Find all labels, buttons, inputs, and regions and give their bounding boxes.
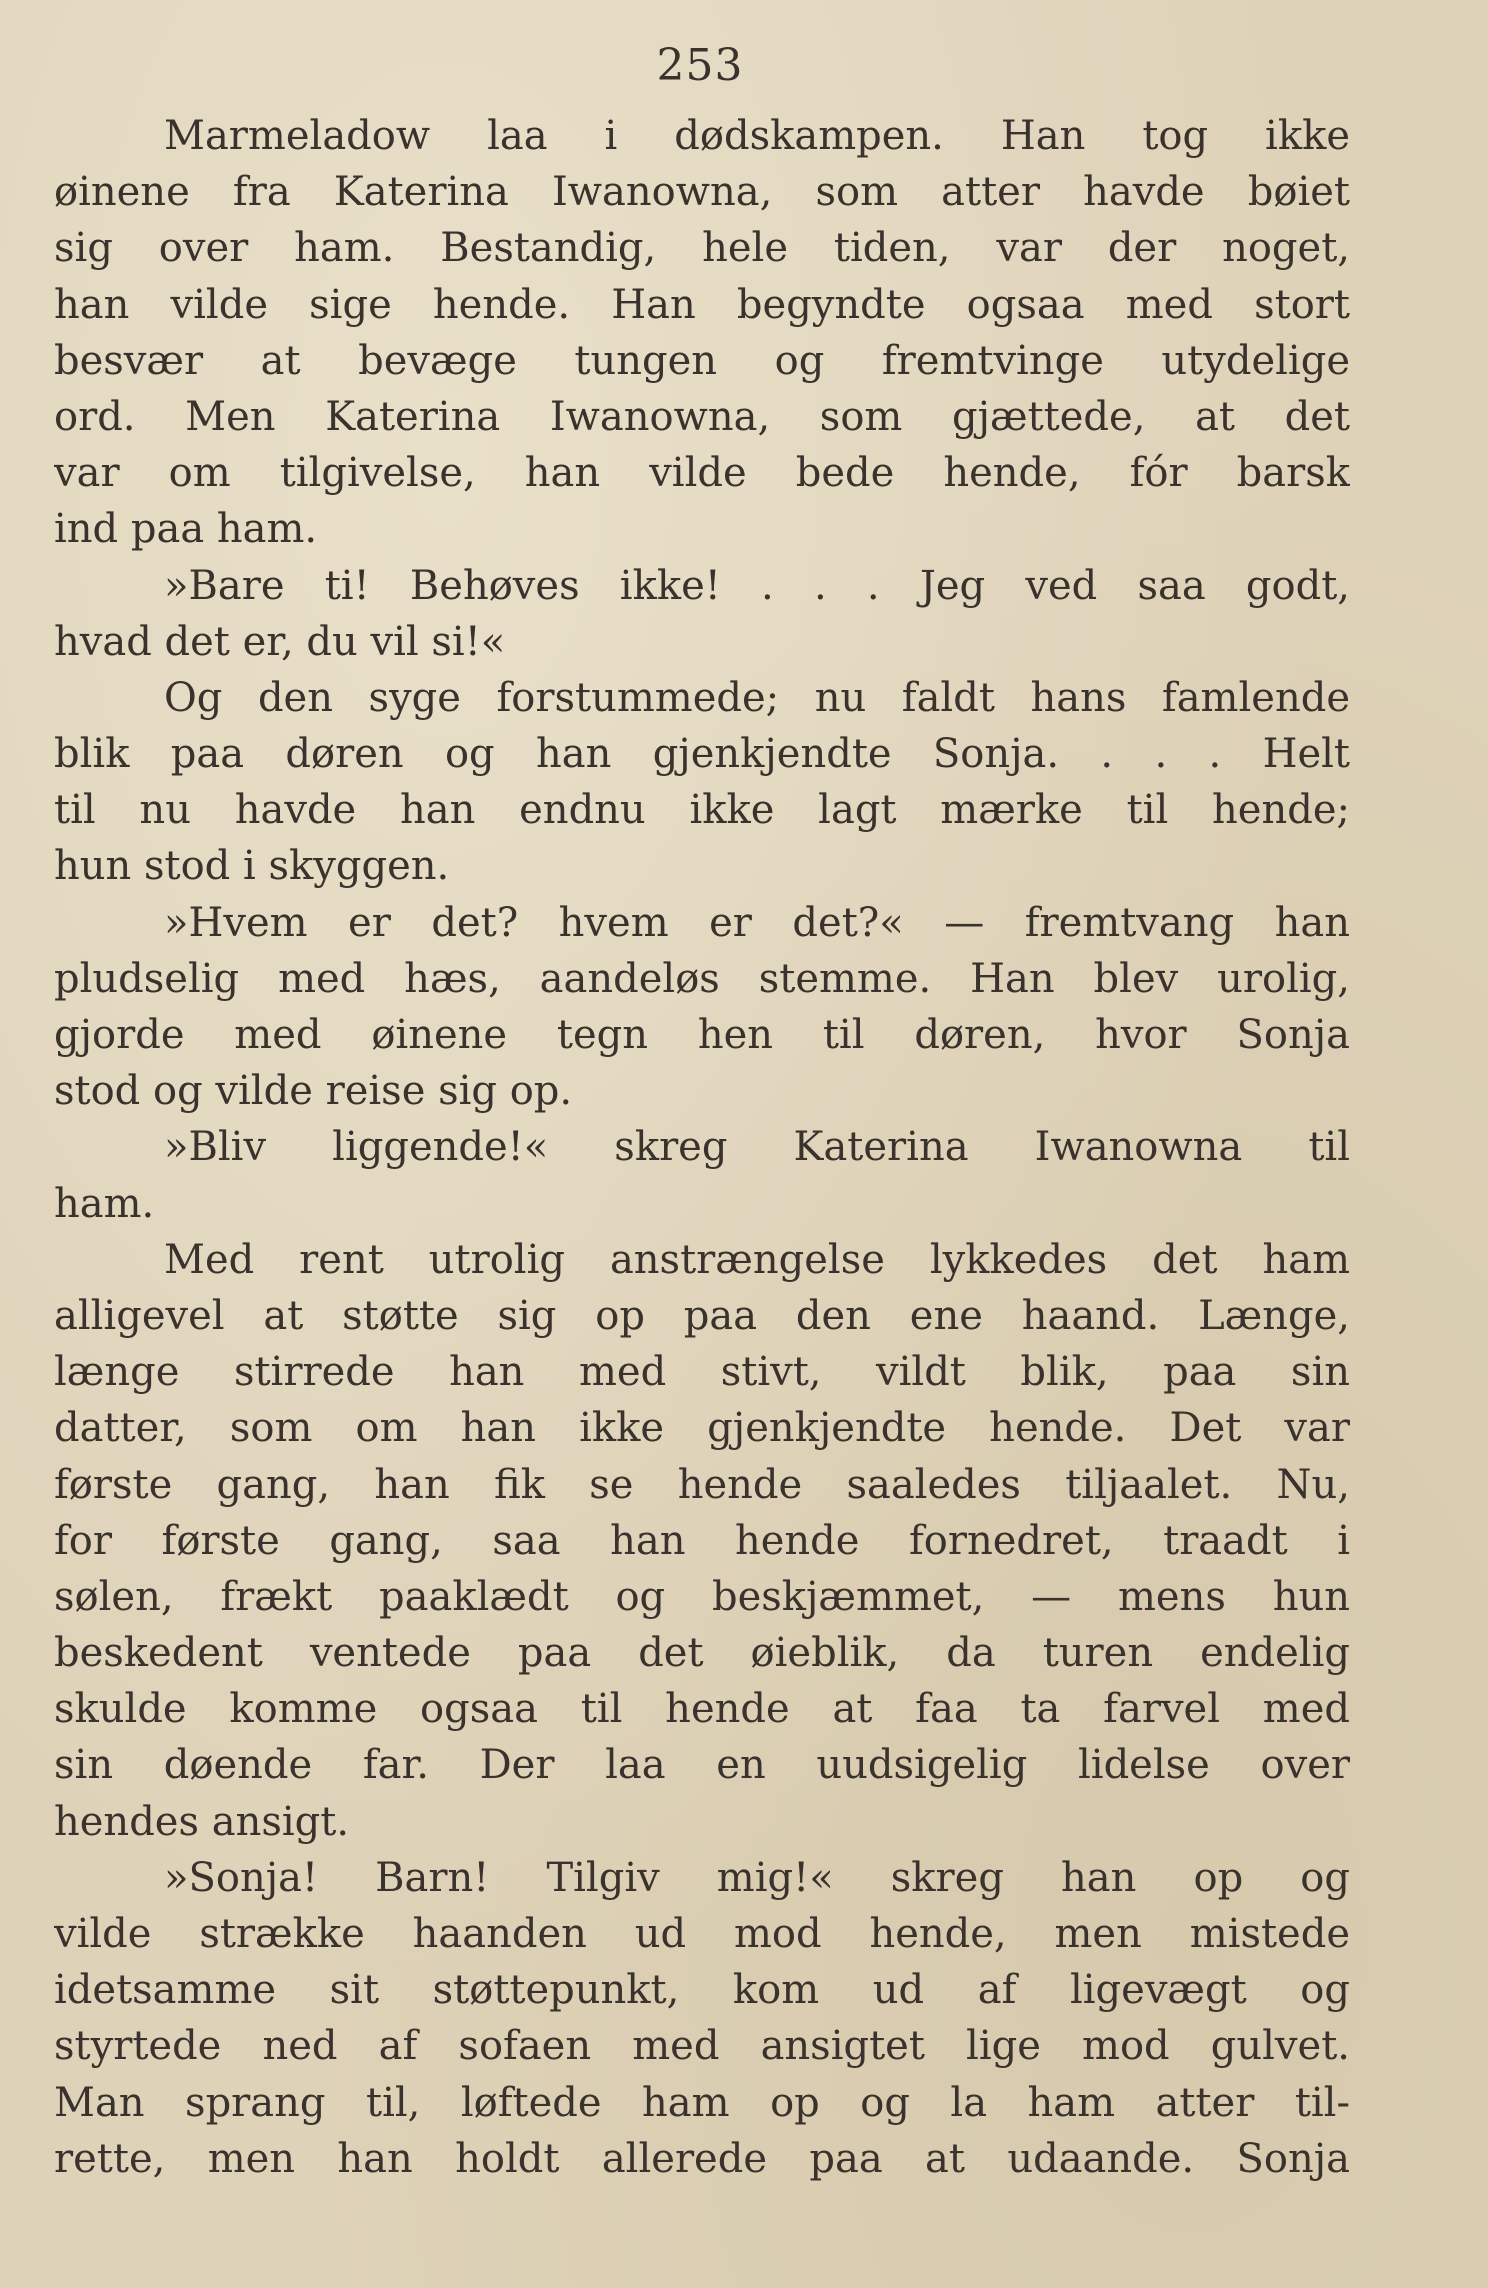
text-line: beskedent ventede paa det øieblik, da turen endelig — [54, 1630, 1350, 1677]
text-line: gjorde med øinene tegn hen til døren, hvor Sonja — [54, 1012, 1350, 1058]
text-line: hun stod i skyggen. — [54, 843, 450, 890]
text-line: styrtede ned af sofaen med ansigtet lige mod gulvet. — [54, 2023, 1350, 2070]
text-line: Med rent utrolig anstrængelse lykkedes det ham — [164, 1236, 1350, 1283]
text-line: Og den syge forstummede; nu faldt hans famlende — [164, 674, 1350, 721]
text-line: han vilde sige hende. Han begyndte ogsaa med stort — [54, 281, 1350, 328]
text-line: ham. — [54, 1180, 155, 1227]
text-line: pludselig med hæs, aandeløs stemme. Han blev urolig, — [54, 955, 1350, 1002]
text-line: datter, som om han ikke gjenkjendte hende. Det var — [54, 1405, 1350, 1452]
text-line: hendes ansigt. — [54, 1798, 350, 1845]
text-line: »Bliv liggende!« skreg Katerina Iwanowna til — [164, 1124, 1350, 1171]
page-number: 253 — [656, 40, 744, 91]
text-line: »Hvem er det? hvem er det?« — fremtvang han — [164, 899, 1350, 946]
text-line: rette, men han holdt allerede paa at udaande. Sonja — [54, 2135, 1350, 2182]
text-line: længe stirrede han med stivt, vildt blik, paa sin — [54, 1349, 1350, 1396]
text-line: Marmeladow laa i dødskampen. Han tog ikke — [164, 113, 1350, 159]
text-line: hvad det er, du vil si!« — [54, 618, 506, 665]
text-line: vilde strække haanden ud mod hende, men mistede — [54, 1911, 1350, 1957]
text-line: ind paa ham. — [54, 506, 318, 553]
text-line: var om tilgivelse, han vilde bede hende, fór barsk — [54, 450, 1350, 497]
text-line: blik paa døren og han gjenkjendte Sonja. . . . Helt — [54, 731, 1350, 778]
text-line: »Sonja! Barn! Tilgiv mig!« skreg han op og — [164, 1854, 1350, 1901]
text-line: sin døende far. Der laa en uudsigelig lidelse over — [54, 1742, 1350, 1789]
text-line: første gang, han fik se hende saaledes tiljaalet. Nu, — [54, 1461, 1350, 1508]
text-line: sig over ham. Bestandig, hele tiden, var der noget, — [54, 225, 1350, 272]
text-line: Man sprang til, løftede ham op og la ham atter til- — [54, 2079, 1350, 2126]
text-line: skulde komme ogsaa til hende at faa ta farvel med — [54, 1686, 1350, 1733]
text-line: øinene fra Katerina Iwanowna, som atter havde bøiet — [54, 169, 1350, 216]
text-line: stod og vilde reise sig op. — [54, 1068, 573, 1115]
text-line: ord. Men Katerina Iwanowna, som gjættede, at det — [54, 393, 1350, 440]
body-text — [54, 108, 1350, 2187]
text-line: idetsamme sit støttepunkt, kom ud af ligevægt og — [54, 1967, 1350, 2014]
text-line: »Bare ti! Behøves ikke! . . . Jeg ved saa godt, — [164, 562, 1350, 609]
text-line: sølen, frækt paaklædt og beskjæmmet, — mens hun — [54, 1573, 1350, 1620]
text-line: alligevel at støtte sig op paa den ene haand. Længe, — [54, 1292, 1350, 1339]
text-line: for første gang, saa han hende fornedret, traadt i — [54, 1517, 1350, 1564]
text-line: til nu havde han endnu ikke lagt mærke til hende; — [54, 787, 1350, 834]
text-line: besvær at bevæge tungen og fremtvinge utydelige — [54, 337, 1350, 384]
